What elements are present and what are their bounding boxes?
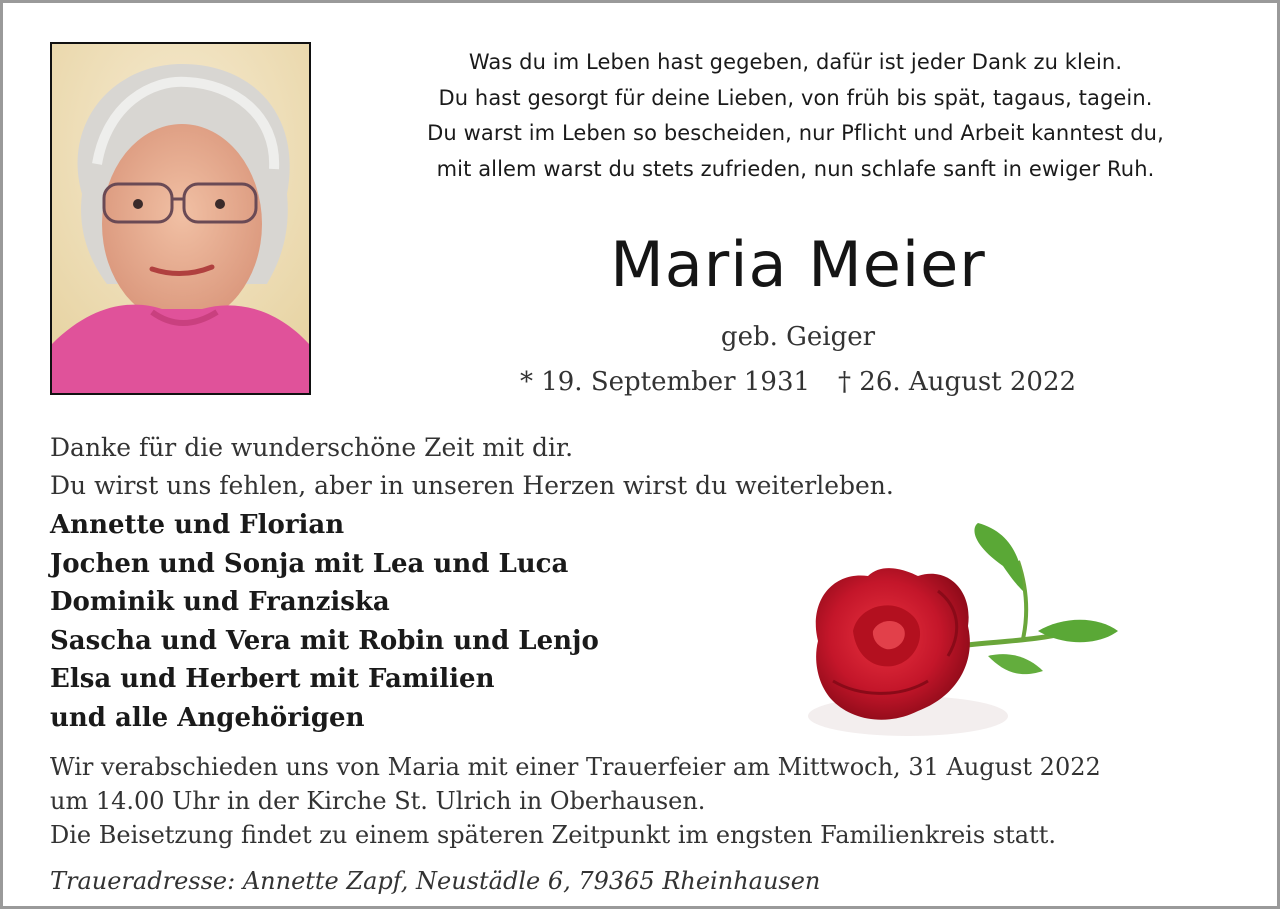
funeral-line: Die Beisetzung findet zu einem späteren Zeitpunkt im engsten Familienkreis statt. [50,821,1056,849]
funeral-notice [50,750,1101,852]
red-rose-image [798,521,1138,751]
thanks-line: Danke für die wunderschöne Zeit mit dir. [50,433,574,462]
funeral-line: Wir verabschieden uns von Maria mit einer Trauerfeier am Mittwoch, 31 August 2022 [50,753,1101,781]
birth-date: * 19. September 1931 [519,367,811,397]
mourners-list [50,506,599,737]
mourner-entry: Annette und Florian [50,510,345,540]
mourner-entry: und alle Angehörigen [50,702,365,733]
mourner-entry: Dominik und Franziska [50,587,390,617]
poem-line: mit allem warst du stets zufrieden, nun schlafe sanft in ewiger Ruh. [436,156,1155,181]
mourning-address: Traueradresse: Annette Zapf, Neustädle 6, 79365 Rheinhausen [50,867,821,895]
life-dates [503,364,1093,400]
poem-line: Du warst im Leben so bescheiden, nur Pflicht und Arbeit kanntest du, [427,121,1164,145]
poem-verse [328,45,1263,187]
poem-line: Du hast gesorgt für deine Lieben, von früh bis spät, tagaus, tagein. [438,85,1153,110]
birth-name: geb. Geiger [720,322,876,352]
thanks-line: Du wirst uns fehlen, aber in unseren Herzen wirst du weiterleben. [50,471,894,500]
poem-line: Was du im Leben hast gegeben, dafür ist jeder Dank zu klein. [468,50,1123,74]
portrait-photo [50,42,311,395]
death-date: † 26. August 2022 [838,367,1077,397]
mourner-entry: Sascha und Vera mit Robin und Lenjo [50,625,599,656]
mourner-entry: Elsa und Herbert mit Familien [50,664,495,694]
funeral-line: um 14.00 Uhr in der Kirche St. Ulrich in Oberhausen. [50,787,706,815]
thanks-text [50,429,894,505]
mourner-entry: Jochen und Sonja mit Lea und Luca [50,548,569,579]
deceased-name: Maria Meier [610,228,986,301]
